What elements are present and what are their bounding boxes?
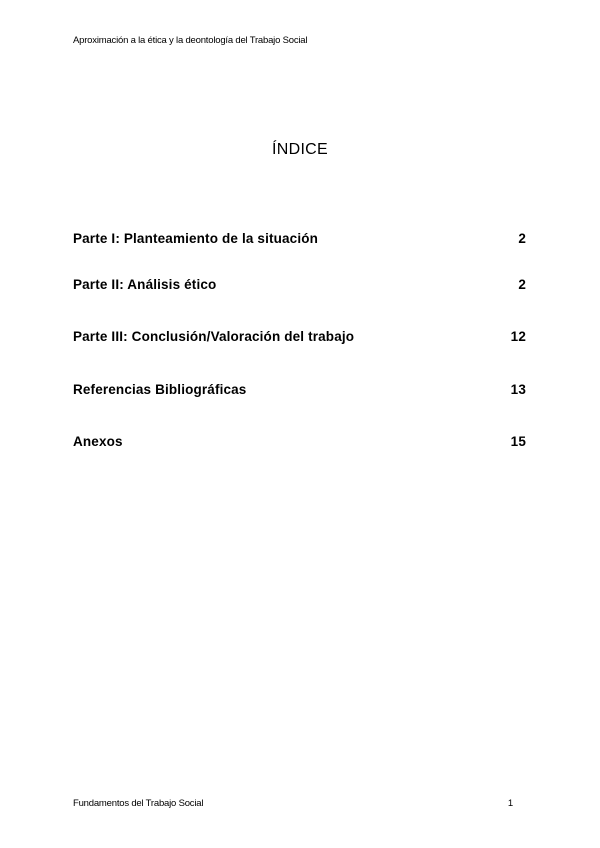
footer-page-number: 1: [507, 798, 513, 809]
toc-entry: [73, 231, 526, 246]
running-header: Aproximación a la ética y la deontología del Trabajo Social: [73, 35, 308, 46]
toc-entry: [73, 434, 526, 449]
toc-entry: [73, 382, 526, 397]
toc-entry-page: 2: [518, 231, 526, 246]
toc-entry-label: Anexos: [73, 434, 123, 449]
toc-entry-page: 15: [510, 434, 526, 449]
toc-entry-page: 2: [518, 277, 526, 292]
toc-entry-page: 13: [510, 382, 526, 397]
page-title: ÍNDICE: [271, 141, 329, 158]
running-footer: [73, 798, 513, 809]
toc-entry-label: Referencias Bibliográficas: [73, 382, 247, 397]
toc-entry-label: Parte III: Conclusión/Valoración del trabajo: [73, 329, 355, 344]
toc-entry-page: 12: [510, 329, 526, 344]
footer-text: Fundamentos del Trabajo Social: [73, 798, 204, 809]
toc-entry: [73, 329, 526, 344]
toc-entry: [73, 277, 526, 292]
toc-entry-label: Parte I: Planteamiento de la situación: [73, 231, 319, 246]
table-of-contents: [73, 0, 526, 848]
toc-entry-label: Parte II: Análisis ético: [73, 277, 217, 292]
